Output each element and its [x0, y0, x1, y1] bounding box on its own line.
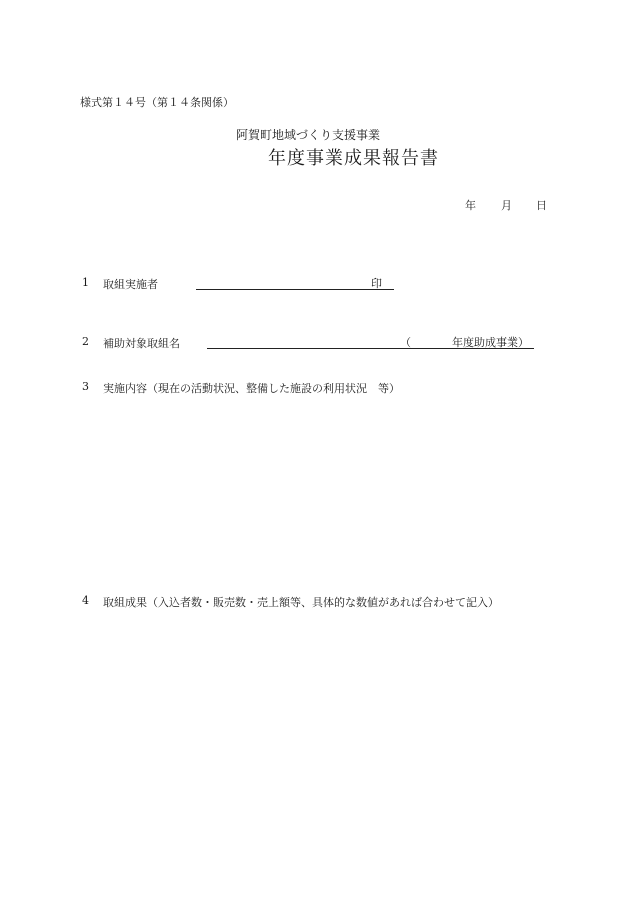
date-year-label: 年 — [465, 199, 476, 212]
section-2-label: 補助対象取組名 — [103, 337, 180, 350]
seal-mark: 印 — [371, 277, 382, 290]
section-2-number: 2 — [82, 335, 89, 348]
section-4-number: 4 — [82, 594, 89, 607]
fiscal-year-grant-suffix: 年度助成事業） — [452, 336, 529, 349]
section-1-number: 1 — [82, 276, 89, 289]
implementer-name-line[interactable] — [196, 289, 394, 290]
section-4-label: 取組成果（入込者数・販売数・売上額等、具体的な数値があれば合わせて記入） — [103, 596, 499, 609]
document-subtitle: 阿賀町地域づくり支援事業 — [236, 128, 381, 142]
form-number: 様式第１４号（第１４条関係） — [80, 96, 234, 109]
document-title: 年度事業成果報告書 — [268, 148, 439, 169]
section-3-number: 3 — [82, 380, 89, 393]
date-day-label: 日 — [536, 199, 547, 212]
section-1-label: 取組実施者 — [103, 278, 158, 291]
date-month-label: 月 — [501, 199, 512, 212]
fiscal-year-paren-open: （ — [400, 336, 411, 349]
section-3-label: 実施内容（現在の活動状況、整備した施設の利用状況 等） — [103, 382, 400, 395]
